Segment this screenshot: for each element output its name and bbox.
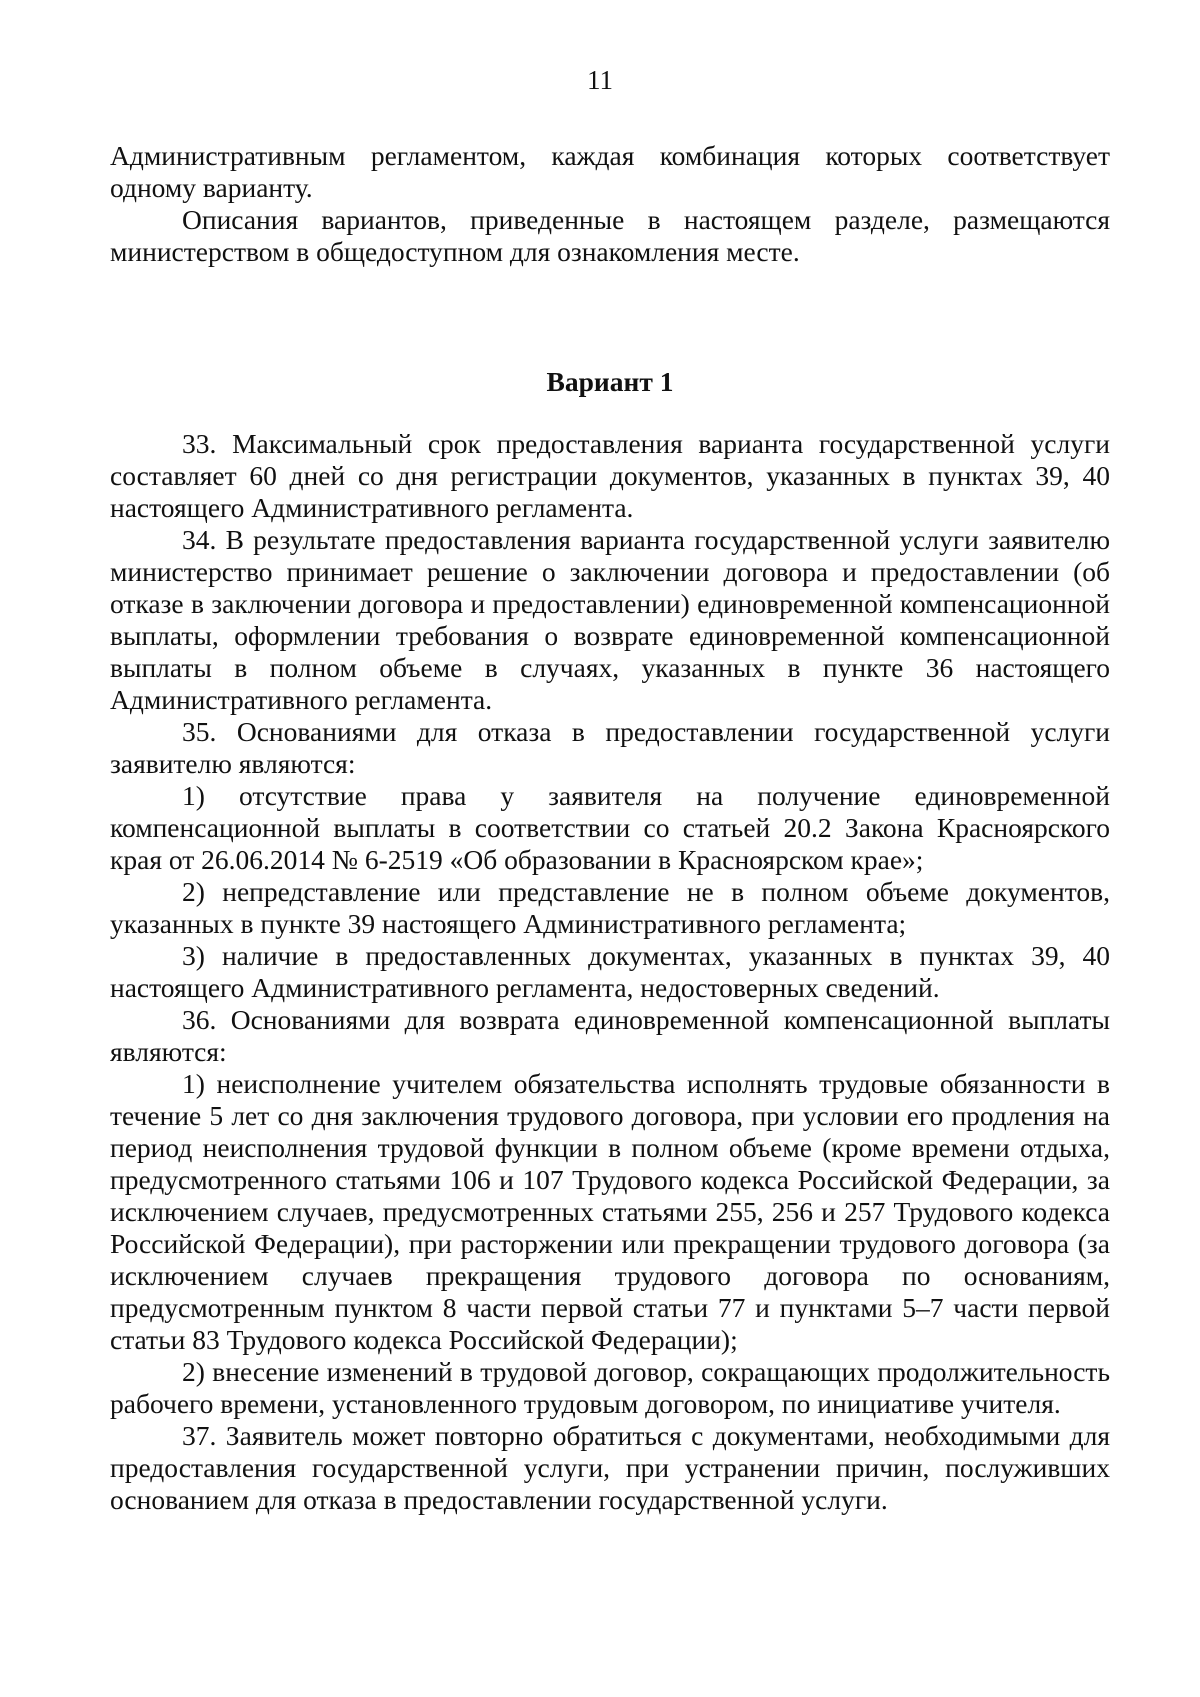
paragraph-35-item-1: 1) отсутствие права у заявителя на получение единовременной компенсационной выплаты в соответствии со статьей 20.2 Закона Красноярского края от 26.06.2014 № 6-2519 «Об образовании в Красноярском крае»;: [110, 780, 1110, 875]
document-body: [110, 140, 1110, 1516]
page-number: 11: [587, 65, 613, 95]
paragraph-34: 34. В результате предоставления варианта государственной услуги заявителю министерство принимает решение о заключении договора и предоставлении (об отказе в заключении договора и предоставлении) единовременной компенсационной выплаты, оформлении требования о возврате единовременной компенсационной выплаты в полном объеме в случаях, указанных в пункте 36 настоящего Административного регламента.: [110, 524, 1110, 715]
section-heading: Вариант 1: [546, 366, 674, 397]
paragraph-continuation: Административным регламентом, каждая комбинация которых соответствует одному варианту.: [110, 140, 1110, 203]
paragraph-variants-description: Описания вариантов, приведенные в настоящем разделе, размещаются министерством в общедоступном для ознакомления месте.: [110, 204, 1110, 267]
paragraph-36-item-2: 2) внесение изменений в трудовой договор, сокращающих продолжительность рабочего времени, установленного трудовым договором, по инициативе учителя.: [110, 1356, 1110, 1419]
paragraph-37: 37. Заявитель может повторно обратиться с документами, необходимыми для предоставления государственной услуги, при устранении причин, послуживших основанием для отказа в предоставлении государственной услуги.: [110, 1420, 1110, 1515]
paragraph-35: 35. Основаниями для отказа в предоставлении государственной услуги заявителю являются:: [110, 716, 1110, 779]
paragraph-36-item-1: 1) неисполнение учителем обязательства исполнять трудовые обязанности в течение 5 лет со дня заключения трудового договора, при условии его продления на период неисполнения трудовой функции в полном объеме (кроме времени отдыха, предусмотренного статьями 106 и 107 Трудового кодекса Российской Федерации, за исключением случаев, предусмотренных статьями 255, 256 и 257 Трудового кодекса Российской Федерации), при расторжении или прекращении трудового договора (за исключением случаев прекращения трудового договора по основаниям, предусмотренным пунктом 8 части первой статьи 77 и пунктами 5–7 части первой статьи 83 Трудового кодекса Российской Федерации);: [110, 1068, 1110, 1355]
paragraph-35-item-2: 2) непредставление или представление не в полном объеме документов, указанных в пункте 39 настоящего Административного регламента;: [110, 876, 1110, 939]
paragraph-35-item-3: 3) наличие в предоставленных документах, указанных в пунктах 39, 40 настоящего Административного регламента, недостоверных сведений.: [110, 940, 1110, 1003]
paragraph-33: 33. Максимальный срок предоставления варианта государственной услуги составляет 60 дней со дня регистрации документов, указанных в пунктах 39, 40 настоящего Административного регламента.: [110, 428, 1110, 523]
paragraph-36: 36. Основаниями для возврата единовременной компенсационной выплаты являются:: [110, 1004, 1110, 1067]
